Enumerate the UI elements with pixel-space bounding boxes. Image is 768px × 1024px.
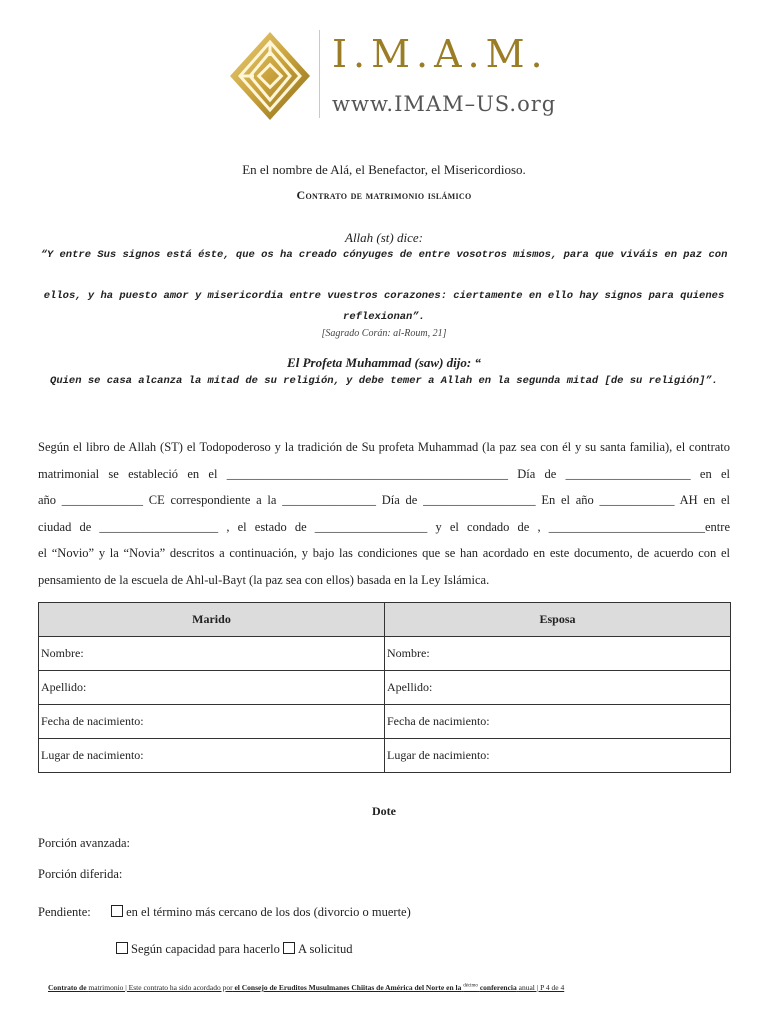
header-husband: Marido [39, 603, 385, 637]
husband-surname-field[interactable]: Apellido: [39, 671, 385, 705]
parties-table [38, 602, 731, 773]
contract-body [38, 434, 730, 593]
quran-intro: Allah (st) dice: [345, 230, 423, 245]
footer-part-2: matrimonio | Este contrato ha sido acordado por [88, 983, 233, 992]
footer-part-4: conferencia [479, 983, 517, 992]
capacity-checkbox[interactable] [116, 942, 128, 954]
body-line-1: Según el libro de Allah (ST) el Todopoderoso y la tradición de Su profeta Muhammad (la paz sea con él y su santa familia), el contrato [38, 440, 730, 454]
wife-name-field[interactable]: Nombre: [385, 637, 731, 671]
table-row [39, 671, 731, 705]
footer-part-3: el Consejo de Eruditos Musulmanes Chiitas de América del Norte en la [234, 983, 462, 992]
logo-title: I.M.A.M. [332, 32, 549, 76]
wife-birthdate-field[interactable]: Fecha de nacimiento: [385, 705, 731, 739]
table-row [39, 705, 731, 739]
dowry-options-row [116, 942, 353, 957]
table-row [39, 739, 731, 773]
body-line-6: pensamiento de la escuela de Ahl-ul-Bayt (la paz sea con ellos) basada en la Ley Islámica. [38, 572, 490, 587]
footer-part-1: Contrato de [48, 983, 87, 992]
imam-logo [228, 26, 558, 126]
footer-ordinal: décimo [463, 983, 478, 989]
capacity-label: Según capacidad para hacerlo [131, 942, 280, 956]
table-header-row [39, 603, 731, 637]
hadith-text: Quien se casa alcanza la mitad de su religión, y debe temer a Allah en la segunda mitad [de su religión]”. [50, 375, 718, 387]
page-footer [48, 983, 564, 992]
wife-surname-field[interactable]: Apellido: [385, 671, 731, 705]
nearest-term-checkbox[interactable] [111, 905, 123, 917]
quran-reference: [Sagrado Corán: al-Roum, 21] [321, 328, 447, 339]
dowry-deferred: Porción diferida: [38, 867, 123, 881]
nearest-term-label: en el término más cercano de los dos (divorcio o muerte) [126, 905, 411, 919]
imam-emblem-icon [228, 30, 312, 122]
on-request-checkbox[interactable] [283, 942, 295, 954]
husband-birthplace-field[interactable]: Lugar de nacimiento: [39, 739, 385, 773]
dowry-title: Dote [372, 804, 396, 818]
table-row [39, 637, 731, 671]
on-request-label: A solicitud [298, 942, 353, 956]
quran-verse-line-2: ellos, y ha puesto amor y misericordia entre vuestros corazones: ciertamente en ello hay signos para quienes reflexionan”. [43, 290, 725, 323]
footer-page-number: anual | P 4 de 4 [518, 983, 565, 992]
body-line-4: ciudad de ___________________ , el estado de __________________ y el condado de , _________________________entre [38, 519, 730, 534]
body-line-2: matrimonial se estableció en el _____________________________________________ Día de ____________________ en el [38, 466, 730, 481]
pending-label: Pendiente: [38, 905, 91, 919]
header-wife: Esposa [385, 603, 731, 637]
dowry-advanced: Porción avanzada: [38, 836, 130, 850]
body-line-5: el “Novio” y la “Novia” descritos a continuación, y bajo las condiciones que se han acordado en este documento, de acuerdo con el [38, 546, 730, 560]
wife-birthplace-field[interactable]: Lugar de nacimiento: [385, 739, 731, 773]
contract-title: Contrato de matrimonio islámico [296, 188, 472, 202]
dowry-pending-row [38, 905, 411, 920]
husband-birthdate-field[interactable]: Fecha de nacimiento: [39, 705, 385, 739]
invocation: En el nombre de Alá, el Benefactor, el Misericordioso. [242, 162, 526, 177]
logo-url: www.IMAM–US.org [332, 92, 557, 116]
body-line-3: año _____________ CE correspondiente a la _______________ Día de __________________ En el año ____________ AH en el [38, 493, 730, 507]
quran-verse-line-1: “Y entre Sus signos está éste, que os ha creado cónyuges de entre vosotros mismos, para que viváis en paz con [40, 249, 728, 261]
hadith-intro: El Profeta Muhammad (saw) dijo: “ [287, 355, 481, 370]
husband-name-field[interactable]: Nombre: [39, 637, 385, 671]
logo-divider [319, 30, 320, 118]
